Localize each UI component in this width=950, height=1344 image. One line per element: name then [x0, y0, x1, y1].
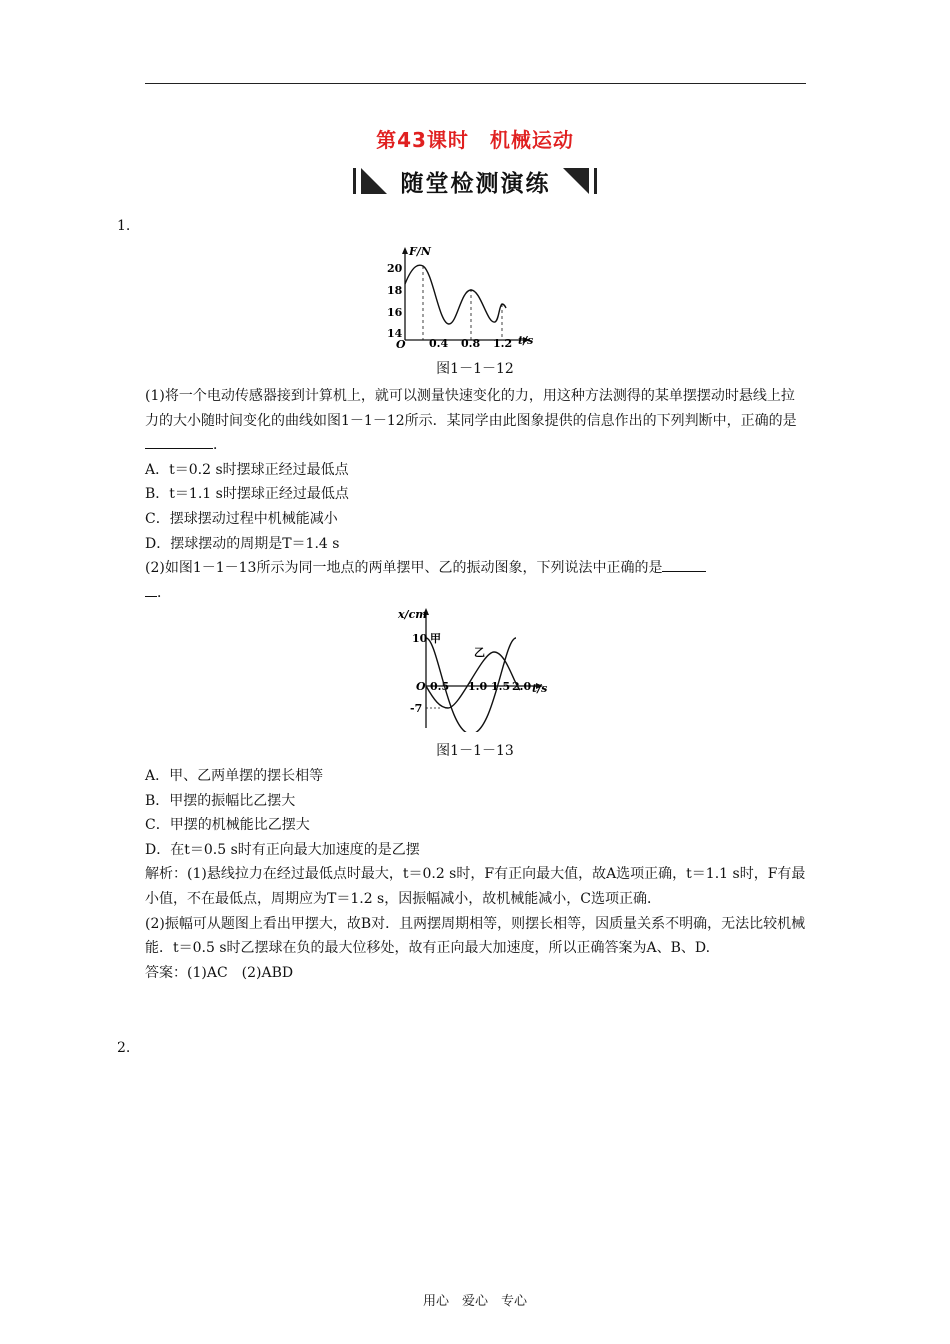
answer-blank-2: [662, 557, 706, 572]
x-axis-label: t/s: [532, 682, 548, 695]
y-axis-label: x/cm: [398, 608, 427, 621]
answer-blank-2-cont: [145, 582, 157, 597]
series-yi-label: 乙: [474, 646, 485, 659]
question-2-number: 2.: [117, 1040, 131, 1056]
option-d: D．摆球摆动的周期是T＝1.4 s: [145, 535, 340, 552]
option-d: D．在t＝0.5 s时有正向最大加速度的是乙摆: [145, 841, 420, 858]
analysis-part-2: (2)振幅可从题图上看出甲摆大，故B对．且两摆周期相等，则摆长相等，因质量关系不明确，无法比较机械能．t＝0.5 s时乙摆球在负的最大位移处，故有正向最大加速度，所以正确答案为A、B、D.: [145, 915, 806, 957]
page-footer: 用心 爱心 专心: [422, 1294, 527, 1309]
answer-line: 答案：(1)AC (2)ABD: [145, 964, 294, 981]
question-1-part-2-options: [145, 764, 807, 985]
option-a: A．t＝0.2 s时摆球正经过最低点: [145, 461, 349, 478]
option-b: B．t＝1.1 s时摆球正经过最低点: [145, 486, 349, 503]
x-tick-2.0: 2.0: [512, 680, 532, 693]
x-tick-0.5: 0.5: [430, 680, 450, 693]
force-time-graph: [385, 244, 535, 349]
answer-blank-1: [145, 434, 213, 449]
header-rule: [145, 83, 806, 84]
y-tick-minus-7: -7: [410, 702, 423, 715]
x-tick-1.2: 1.2: [493, 337, 513, 349]
option-a: A．甲、乙两单摆的摆长相等: [145, 768, 324, 784]
banner-label: 随堂检测演练: [400, 171, 551, 197]
option-c: C．摆球摆动过程中机械能减小: [145, 510, 338, 527]
force-curve: [405, 265, 506, 324]
part-1-stem: (1)将一个电动传感器接到计算机上，就可以测量快速变化的力，用这种方法测得的某单摆摆动时悬线上拉力的大小随时间变化的曲线如图1－1－12所示．某同学由此图象提供的信息作出的下列判断中，正确的是: [145, 388, 797, 429]
y-tick-16: 16: [387, 306, 403, 319]
option-b: B．甲摆的振幅比乙摆大: [145, 792, 296, 809]
series-jia-label: 甲: [430, 632, 441, 645]
question-1-number: 1.: [117, 218, 131, 234]
part-2-stem-end: ．: [157, 584, 171, 601]
origin-label: O: [396, 338, 406, 349]
lesson-title: 第43课时 机械运动: [376, 128, 574, 152]
section-banner: [0, 163, 950, 199]
x-tick-1.5: 1.5: [491, 680, 511, 693]
part-2-stem: (2)如图1－1－13所示为同一地点的两单摆甲、乙的振动图象，下列说法中正确的是: [145, 560, 663, 577]
part-1-stem-end: ．: [213, 437, 227, 454]
origin-label: O: [416, 680, 426, 693]
x-axis-label: t/s: [518, 334, 534, 347]
y-axis-label: F/N: [409, 245, 431, 258]
oscillation-graph: [388, 604, 558, 732]
analysis-part-1: 解析：(1)悬线拉力在经过最低点时最大，t＝0.2 s时，F有正向最大值，故A选项正确，t＝1.1 s时，F有最小值，不在最低点，周期应为T＝1.2 s，因振幅减小，故机械能减小，C选项正确．: [145, 866, 806, 907]
y-tick-20: 20: [387, 262, 403, 275]
figure-1-caption: 图1－1－12: [436, 361, 514, 377]
y-tick-18: 18: [387, 284, 403, 297]
y-tick-10: 10: [412, 632, 428, 645]
x-tick-0.4: 0.4: [429, 337, 449, 349]
option-c: C．甲摆的机械能比乙摆大: [145, 817, 310, 834]
x-tick-0.8: 0.8: [461, 337, 481, 349]
x-tick-1.0: 1.0: [468, 680, 488, 693]
y-tick-14: 14: [387, 327, 403, 340]
figure-2-caption: 图1－1－13: [436, 743, 514, 759]
question-1-part-1: [145, 384, 807, 605]
